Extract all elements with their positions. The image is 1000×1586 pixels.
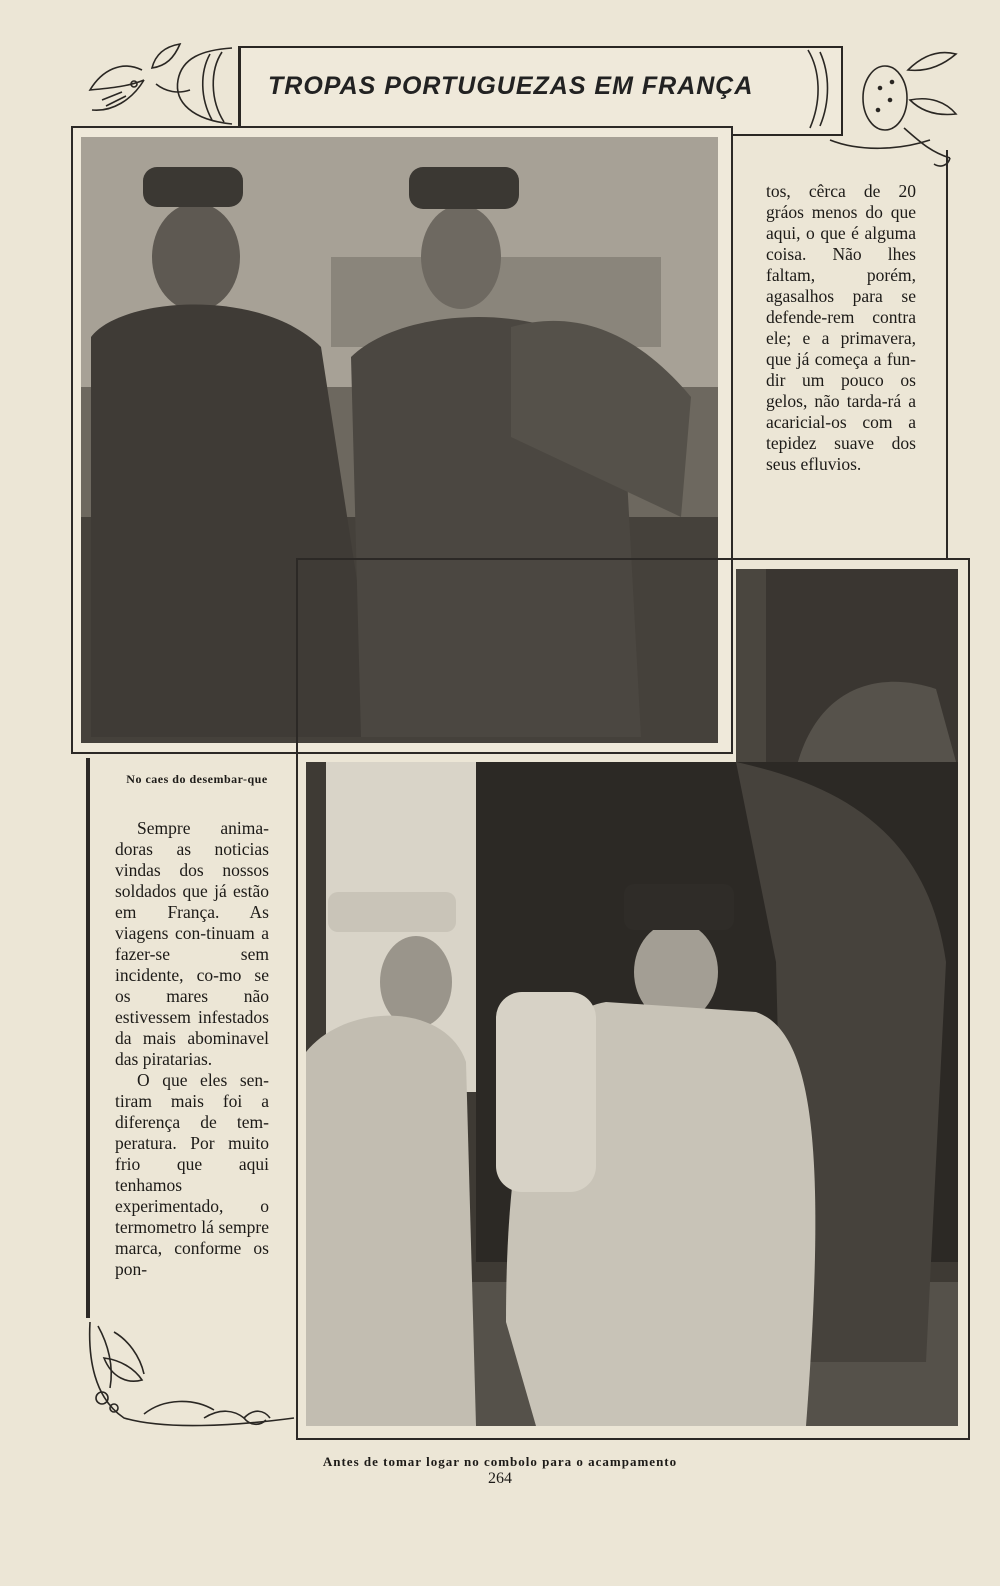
- photo-caption-bottom: Antes de tomar logar no combolo para o acampamento: [322, 1454, 678, 1469]
- photo-caption-top: No caes do desembar-que: [126, 772, 268, 786]
- page-number: 264: [488, 1470, 512, 1487]
- floral-ornament-icon: [82, 40, 242, 130]
- page-title: TROPAS PORTUGUEZAS EM FRANÇA: [268, 72, 754, 100]
- column-rule: [946, 150, 948, 558]
- column-rule: [86, 758, 90, 1318]
- floral-ornament-icon: [800, 40, 960, 170]
- photo-soldiers-by-train: [736, 569, 958, 769]
- floral-ornament-icon: [84, 1318, 298, 1430]
- article-paragraph: Sempre anima-doras as noticias vindas dos nossos soldados que já estão em França. As viagens con-tinuam a fazer-se sem incidente, co-mo se os mares não estivessem infestados da mais abominavel das piratarias.: [115, 818, 269, 1069]
- article-text-right-column: [766, 181, 916, 475]
- article-paragraph: O que eles sen-tiram mais foi a diferença de tem-peratura. Por muito frio que aqui tenhamos experimentado, o termometro lá sempre marca, conforme os pon-: [115, 1070, 269, 1279]
- photo-soldiers-by-train-main: [306, 762, 958, 1426]
- article-text-left-column: [115, 818, 269, 1280]
- article-paragraph: tos, cêrca de 20 gráos menos do que aqui, o que é alguma coisa. Não lhes faltam, porém, agasalhos para se defende-rem contra ele; e a primavera, que já começa a fun-dir um pouco os gelos, não tarda-rá a acaricial-os com a tepidez suave dos seus efluvios.: [766, 181, 916, 474]
